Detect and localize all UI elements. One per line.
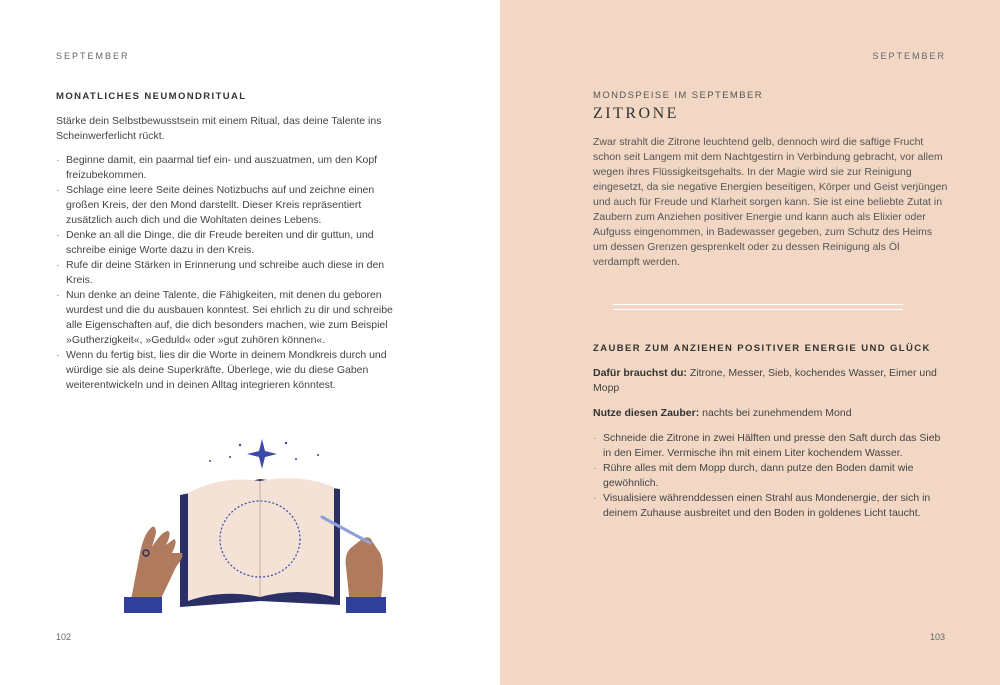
- moon-food-description: Zwar strahlt die Zitrone leuchtend gelb, dennoch wird die saftige Frucht schon seit Langem mit dem Nachtgestirn in Verbindung gebracht, vor allem wegen ihres Flüssigkeitsgehalts. In der Magie wird sie zur Reinigung eingesetzt, da sie negative Energien beseitigen, Körper und Geist verjüngen und auch für Freude und Klarheit sorgen kann. Sie ist eine beliebte Zutat in Zaubern zum Anziehen positiver Energie und kann auch als Elixier oder Aufguss eingenommen, in Badewasser gegeben, zum Schutz des Heims um dessen Grenzen gesprenkelt oder zu dessen Reinigung als Öl verdampft werden.: [593, 136, 948, 268]
- ritual-steps-list: [56, 153, 406, 393]
- list-item: · Rühre alles mit dem Mopp durch, dann putze den Boden damit wie gewöhnlich.: [593, 461, 948, 491]
- left-column: [56, 90, 406, 393]
- use-paragraph: [593, 406, 948, 421]
- list-item: · Beginne damit, ein paarmal tief ein- und auszuatmen, um den Kopf freizubekommen.: [56, 153, 406, 183]
- section-divider: [613, 304, 903, 310]
- list-item: · Rufe dir deine Stärken in Erinnerung und schreibe auch diese in den Kreis.: [56, 258, 406, 288]
- list-item: · Visualisiere währenddessen einen Strahl aus Mondenergie, der sich in deinem Zuhause ausbreitet und den Boden in goldenes Licht taucht.: [593, 491, 948, 521]
- list-item: · Schlage eine leere Seite deines Notizbuchs auf und zeichne einen großen Kreis, der den Mond darstellt. Dieser Kreis repräsentiert zusätzlich auch dich und die Wohltaten deines Lebens.: [56, 183, 406, 228]
- ritual-heading: MONATLICHES NEUMONDRITUAL: [56, 91, 247, 102]
- page-number-right: 103: [929, 632, 945, 642]
- spell-steps-list: [593, 431, 948, 521]
- hands-holding-open-book-with-star-icon: [110, 435, 400, 615]
- left-hand-icon: [124, 527, 182, 613]
- needs-label: Dafür brauchst du:: [593, 367, 687, 379]
- page-number-left: 102: [56, 632, 72, 642]
- right-page: [500, 0, 1000, 685]
- moon-food-kicker: MONDSPEISE IM SEPTEMBER: [593, 90, 763, 101]
- use-label: Nutze diesen Zauber:: [593, 407, 700, 419]
- spell-section: [593, 342, 948, 521]
- right-column: [593, 90, 948, 521]
- list-item: · Denke an all die Dinge, die dir Freude bereiten und dir guttun, und schreibe einige Worte dazu in den Kreis.: [56, 228, 406, 258]
- running-head-right: SEPTEMBER: [872, 51, 946, 61]
- needs-text: Zitrone, Messer, Sieb, kochendes Wasser, Eimer und Mopp: [593, 367, 937, 394]
- running-head-left: SEPTEMBER: [56, 51, 130, 61]
- needs-paragraph: [593, 366, 948, 396]
- ritual-intro: Stärke dein Selbstbewusstsein mit einem Ritual, das deine Talente ins Scheinwerferlicht rückt.: [56, 115, 382, 142]
- use-text: nachts bei zunehmendem Mond: [699, 407, 852, 419]
- list-item: · Wenn du fertig bist, lies dir die Worte in deinem Mondkreis durch und würdige sie als deine Superkräfte. Überlege, wie du diese Gaben weiterentwickeln und in deinen Alltag integrieren könntest.: [56, 348, 406, 393]
- list-item: · Nun denke an deine Talente, die Fähigkeiten, mit denen du geboren wurdest und die du ausbauen konntest. Sei ehrlich zu dir und schreibe alle Eigenschaften auf, die dich besonders machen, wie zum Beispiel »Gutherzigkeit«, »Geduld« oder »gut zuhören können«.: [56, 288, 406, 348]
- list-item: · Schneide die Zitrone in zwei Hälften und presse den Saft durch das Sieb in den Eimer. Vermische ihn mit einem Liter kochendem Wasser.: [593, 431, 948, 461]
- spell-heading: ZAUBER ZUM ANZIEHEN POSITIVER ENERGIE UND GLÜCK: [593, 343, 931, 354]
- moon-food-title: ZITRONE: [593, 105, 679, 122]
- sparkle-star-icon: [209, 439, 319, 469]
